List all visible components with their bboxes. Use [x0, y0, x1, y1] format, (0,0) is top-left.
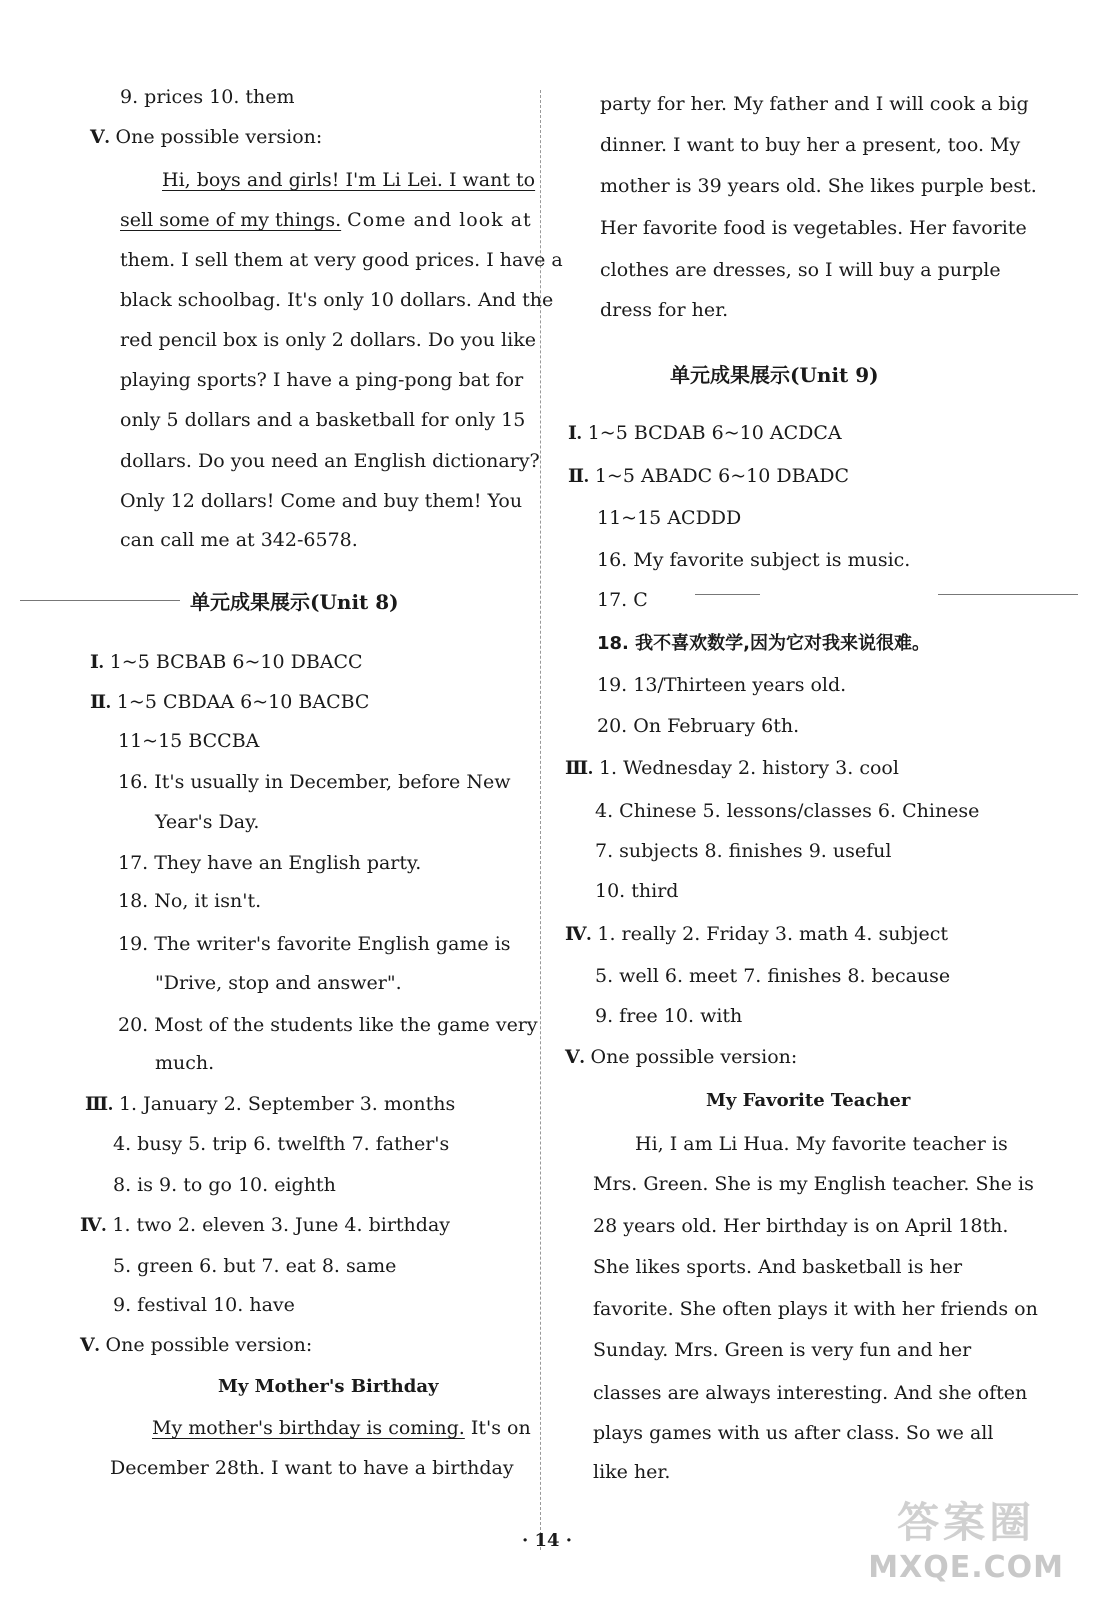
essay-line: dress for her. — [600, 299, 729, 321]
section-label: Ⅳ. — [565, 924, 592, 945]
essay-line: only 5 dollars and a basketball for only 15 — [120, 409, 526, 431]
section-label: Ⅰ. — [568, 423, 582, 444]
answer-text: 1~5 ABADC 6~10 DBADC — [594, 465, 850, 487]
section-label: Ⅲ. — [85, 1094, 113, 1115]
essay-line: She likes sports. And basketball is her — [593, 1256, 963, 1278]
answer-line: 11~15 BCCBA — [118, 730, 260, 752]
answer-line: Year's Day. — [155, 811, 260, 833]
answer-line: 17. They have an English party. — [118, 852, 422, 874]
answer-line: 16. My favorite subject is music. — [597, 549, 911, 571]
watermark-logo: 答案圈 — [897, 1498, 1036, 1547]
section-label: Ⅳ. — [80, 1215, 107, 1236]
essay-line — [152, 1416, 531, 1440]
unit9-heading: 单元成果展示(Unit 9) — [670, 363, 879, 387]
answer-line: 9. festival 10. have — [113, 1294, 295, 1316]
answer-text: 1. Wednesday 2. history 3. cool — [598, 757, 899, 779]
watermark — [868, 1490, 1064, 1585]
section-text: One possible version: — [590, 1046, 798, 1068]
section-label: Ⅴ. — [565, 1047, 585, 1068]
answer-text: 1. really 2. Friday 3. math 4. subject — [597, 923, 949, 945]
essay-line: Hi, I am Li Hua. My favorite teacher is — [635, 1133, 1008, 1155]
essay-underlined-phrase: My mother's birthday is coming. — [152, 1417, 465, 1439]
section-line — [90, 125, 322, 150]
answer-text: 1. January 2. September 3. months — [118, 1093, 456, 1115]
answer-line: 20. Most of the students like the game very — [118, 1014, 538, 1036]
essay-line: party for her. My father and I will cook a big — [600, 93, 1029, 115]
section-label: Ⅱ. — [568, 466, 589, 487]
answer-line — [85, 1092, 455, 1117]
answer-line — [565, 922, 948, 947]
section-text: One possible version: — [115, 126, 323, 148]
essay-line: dollars. Do you need an English dictionary? — [120, 450, 540, 472]
answer-line: "Drive, stop and answer". — [155, 972, 402, 994]
answer-line: much. — [155, 1052, 215, 1074]
essay-line: red pencil box is only 2 dollars. Do you like — [120, 329, 536, 351]
essay-line: clothes are dresses, so I will buy a purple — [600, 259, 1001, 281]
answer-line: 9. free 10. with — [595, 1005, 743, 1027]
essay-line — [120, 208, 532, 232]
essay-text: Come and look at — [347, 209, 532, 231]
unit8-heading: 单元成果展示(Unit 8) — [190, 590, 399, 614]
section-label: Ⅰ. — [90, 652, 104, 673]
essay-line: black schoolbag. It's only 10 dollars. And the — [120, 289, 554, 311]
essay-title: My Favorite Teacher — [706, 1090, 911, 1111]
section-label: Ⅱ. — [90, 692, 111, 713]
answer-text: 1~5 BCDAB 6~10 ACDCA — [587, 422, 842, 444]
answer-line: 16. It's usually in December, before New — [118, 771, 511, 793]
answer-line: 20. On February 6th. — [597, 715, 800, 737]
answer-line: 11~15 ACDDD — [597, 507, 742, 529]
section-line — [80, 1333, 312, 1358]
section-line — [565, 1045, 797, 1070]
answer-line — [90, 650, 363, 675]
answer-line: 7. subjects 8. finishes 9. useful — [595, 840, 892, 862]
essay-text: It's on — [470, 1417, 531, 1439]
answer-line — [565, 756, 899, 781]
answer-line: 19. 13/Thirteen years old. — [597, 674, 847, 696]
essay-line: favorite. She often plays it with her friends on — [593, 1298, 1038, 1320]
essay-line: classes are always interesting. And she often — [593, 1382, 1028, 1404]
answer-line: 4. busy 5. trip 6. twelfth 7. father's — [113, 1133, 450, 1155]
answer-line: 18. 我不喜欢数学,因为它对我来说很难。 — [597, 633, 930, 654]
answer-line — [568, 421, 842, 446]
essay-line: dinner. I want to buy her a present, too. My — [600, 134, 1021, 156]
essay-line: Her favorite food is vegetables. Her favorite — [600, 217, 1027, 239]
section-label: Ⅴ. — [90, 127, 110, 148]
essay-line: like her. — [593, 1461, 671, 1483]
essay-line: mother is 39 years old. She likes purple best. — [600, 175, 1037, 197]
heading-rule — [20, 600, 180, 601]
essay-title: My Mother's Birthday — [218, 1376, 439, 1397]
answer-line: 17. C — [597, 589, 648, 611]
essay-line: Only 12 dollars! Come and buy them! You — [120, 490, 523, 512]
answer-line — [80, 1213, 450, 1238]
answer-line: 9. prices 10. them — [120, 86, 295, 108]
essay-line: 28 years old. Her birthday is on April 18th. — [593, 1215, 1009, 1237]
answer-line: 10. third — [595, 880, 679, 902]
rule — [938, 594, 1078, 595]
answer-line: 18. No, it isn't. — [118, 890, 262, 912]
section-text: One possible version: — [105, 1334, 313, 1356]
essay-line: can call me at 342-6578. — [120, 529, 358, 551]
page-number: · 14 · — [521, 1530, 573, 1551]
essay-line: December 28th. I want to have a birthday — [110, 1457, 514, 1479]
answer-text: 1~5 BCBAB 6~10 DBACC — [109, 651, 363, 673]
essay-underlined-phrase: sell some of my things. — [120, 209, 342, 231]
answer-text: 1~5 CBDAA 6~10 BACBC — [116, 691, 370, 713]
answer-line: 5. green 6. but 7. eat 8. same — [113, 1255, 397, 1277]
watermark-url: MXQE.COM — [868, 1550, 1064, 1585]
answer-line — [568, 464, 849, 489]
answer-line: 5. well 6. meet 7. finishes 8. because — [595, 965, 951, 987]
answer-text: 1. two 2. eleven 3. June 4. birthday — [112, 1214, 451, 1236]
section-label: Ⅲ. — [565, 758, 593, 779]
answer-line: 4. Chinese 5. lessons/classes 6. Chinese — [595, 800, 980, 822]
essay-line: plays games with us after class. So we all — [593, 1422, 994, 1444]
essay-line: them. I sell them at very good prices. I have a — [120, 249, 563, 271]
essay-line: Sunday. Mrs. Green is very fun and her — [593, 1339, 972, 1361]
essay-line: playing sports? I have a ping-pong bat for — [120, 369, 524, 391]
essay-underlined-line: Hi, boys and girls! I'm Li Lei. I want to — [162, 169, 536, 191]
rule — [695, 594, 760, 595]
answer-line: 19. The writer's favorite English game is — [118, 933, 511, 955]
section-label: Ⅴ. — [80, 1335, 100, 1356]
answer-line: 8. is 9. to go 10. eighth — [113, 1174, 336, 1196]
essay-line: Mrs. Green. She is my English teacher. She is — [593, 1173, 1034, 1195]
answer-line — [90, 690, 369, 715]
